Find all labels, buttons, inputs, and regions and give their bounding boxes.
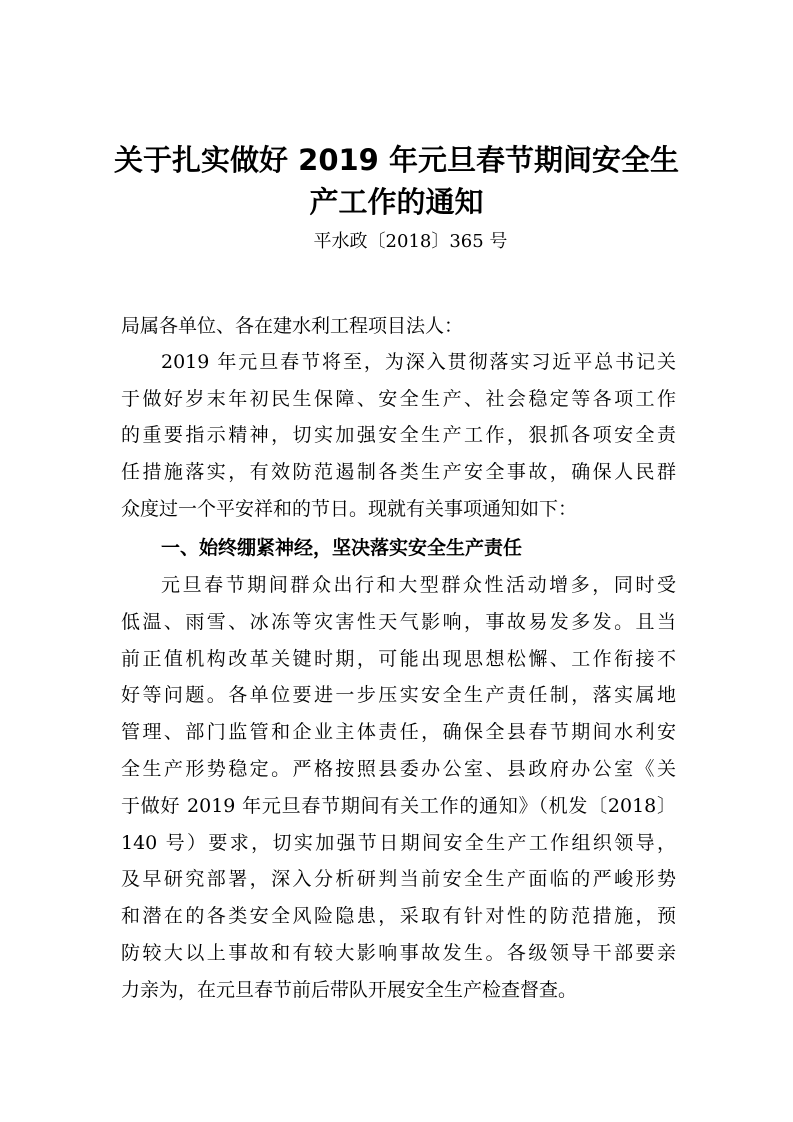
intro-line: 于做好岁末年初民生保障、安全生产、社会稳定等各项工作 [121, 388, 676, 410]
section-1-line: 于做好 2019 年元旦春节期间有关工作的通知》（机发〔2018〕 [121, 795, 676, 817]
document-number: 平水政〔2018〕365 号 [313, 231, 508, 252]
salutation: 局属各单位、各在建水利工程项目法人： [121, 315, 464, 337]
section-1-line: 低温、雨雪、冰冻等灾害性天气影响，事故易发多发。且当 [121, 611, 676, 633]
section-1-line: 管理、部门监管和企业主体责任，确保全县春节期间水利安 [121, 721, 676, 743]
section-1-line: 力亲为，在元旦春节前后带队开展安全生产检查督查。 [121, 979, 578, 1001]
document-title-line-2: 产工作的通知 [309, 185, 484, 219]
section-1-heading: 一、始终绷紧神经，坚决落实安全生产责任 [161, 537, 523, 559]
section-1-line: 及早研究部署，深入分析研判当前安全生产面临的严峻形势 [121, 868, 676, 890]
section-1-line: 前正值机构改革关键时期，可能出现思想松懈、工作衔接不 [121, 648, 676, 670]
section-1-line: 好等问题。各单位要进一步压实安全生产责任制，落实属地 [121, 684, 676, 706]
intro-line: 任措施落实，有效防范遏制各类生产安全事故，确保人民群 [121, 461, 676, 483]
intro-line: 的重要指示精神，切实加强安全生产工作，狠抓各项安全责 [121, 424, 676, 446]
intro-line: 众度过一个平安祥和的节日。现就有关事项通知如下： [121, 498, 578, 520]
document-title-line-1: 关于扎实做好 2019 年元旦春节期间安全生 [114, 143, 679, 177]
section-1-line: 防较大以上事故和有较大影响事故发生。各级领导干部要亲 [121, 942, 676, 964]
section-1-line: 和潜在的各类安全风险隐患，采取有针对性的防范措施，预 [121, 905, 676, 927]
intro-line: 2019 年元旦春节将至，为深入贯彻落实习近平总书记关 [161, 351, 676, 373]
section-1-line: 140 号）要求，切实加强节日期间安全生产工作组织领导， [121, 832, 676, 854]
section-1-line: 全生产形势稳定。严格按照县委办公室、县政府办公室《关 [121, 758, 676, 780]
section-1-line: 元旦春节期间群众出行和大型群众性活动增多，同时受 [161, 574, 676, 596]
